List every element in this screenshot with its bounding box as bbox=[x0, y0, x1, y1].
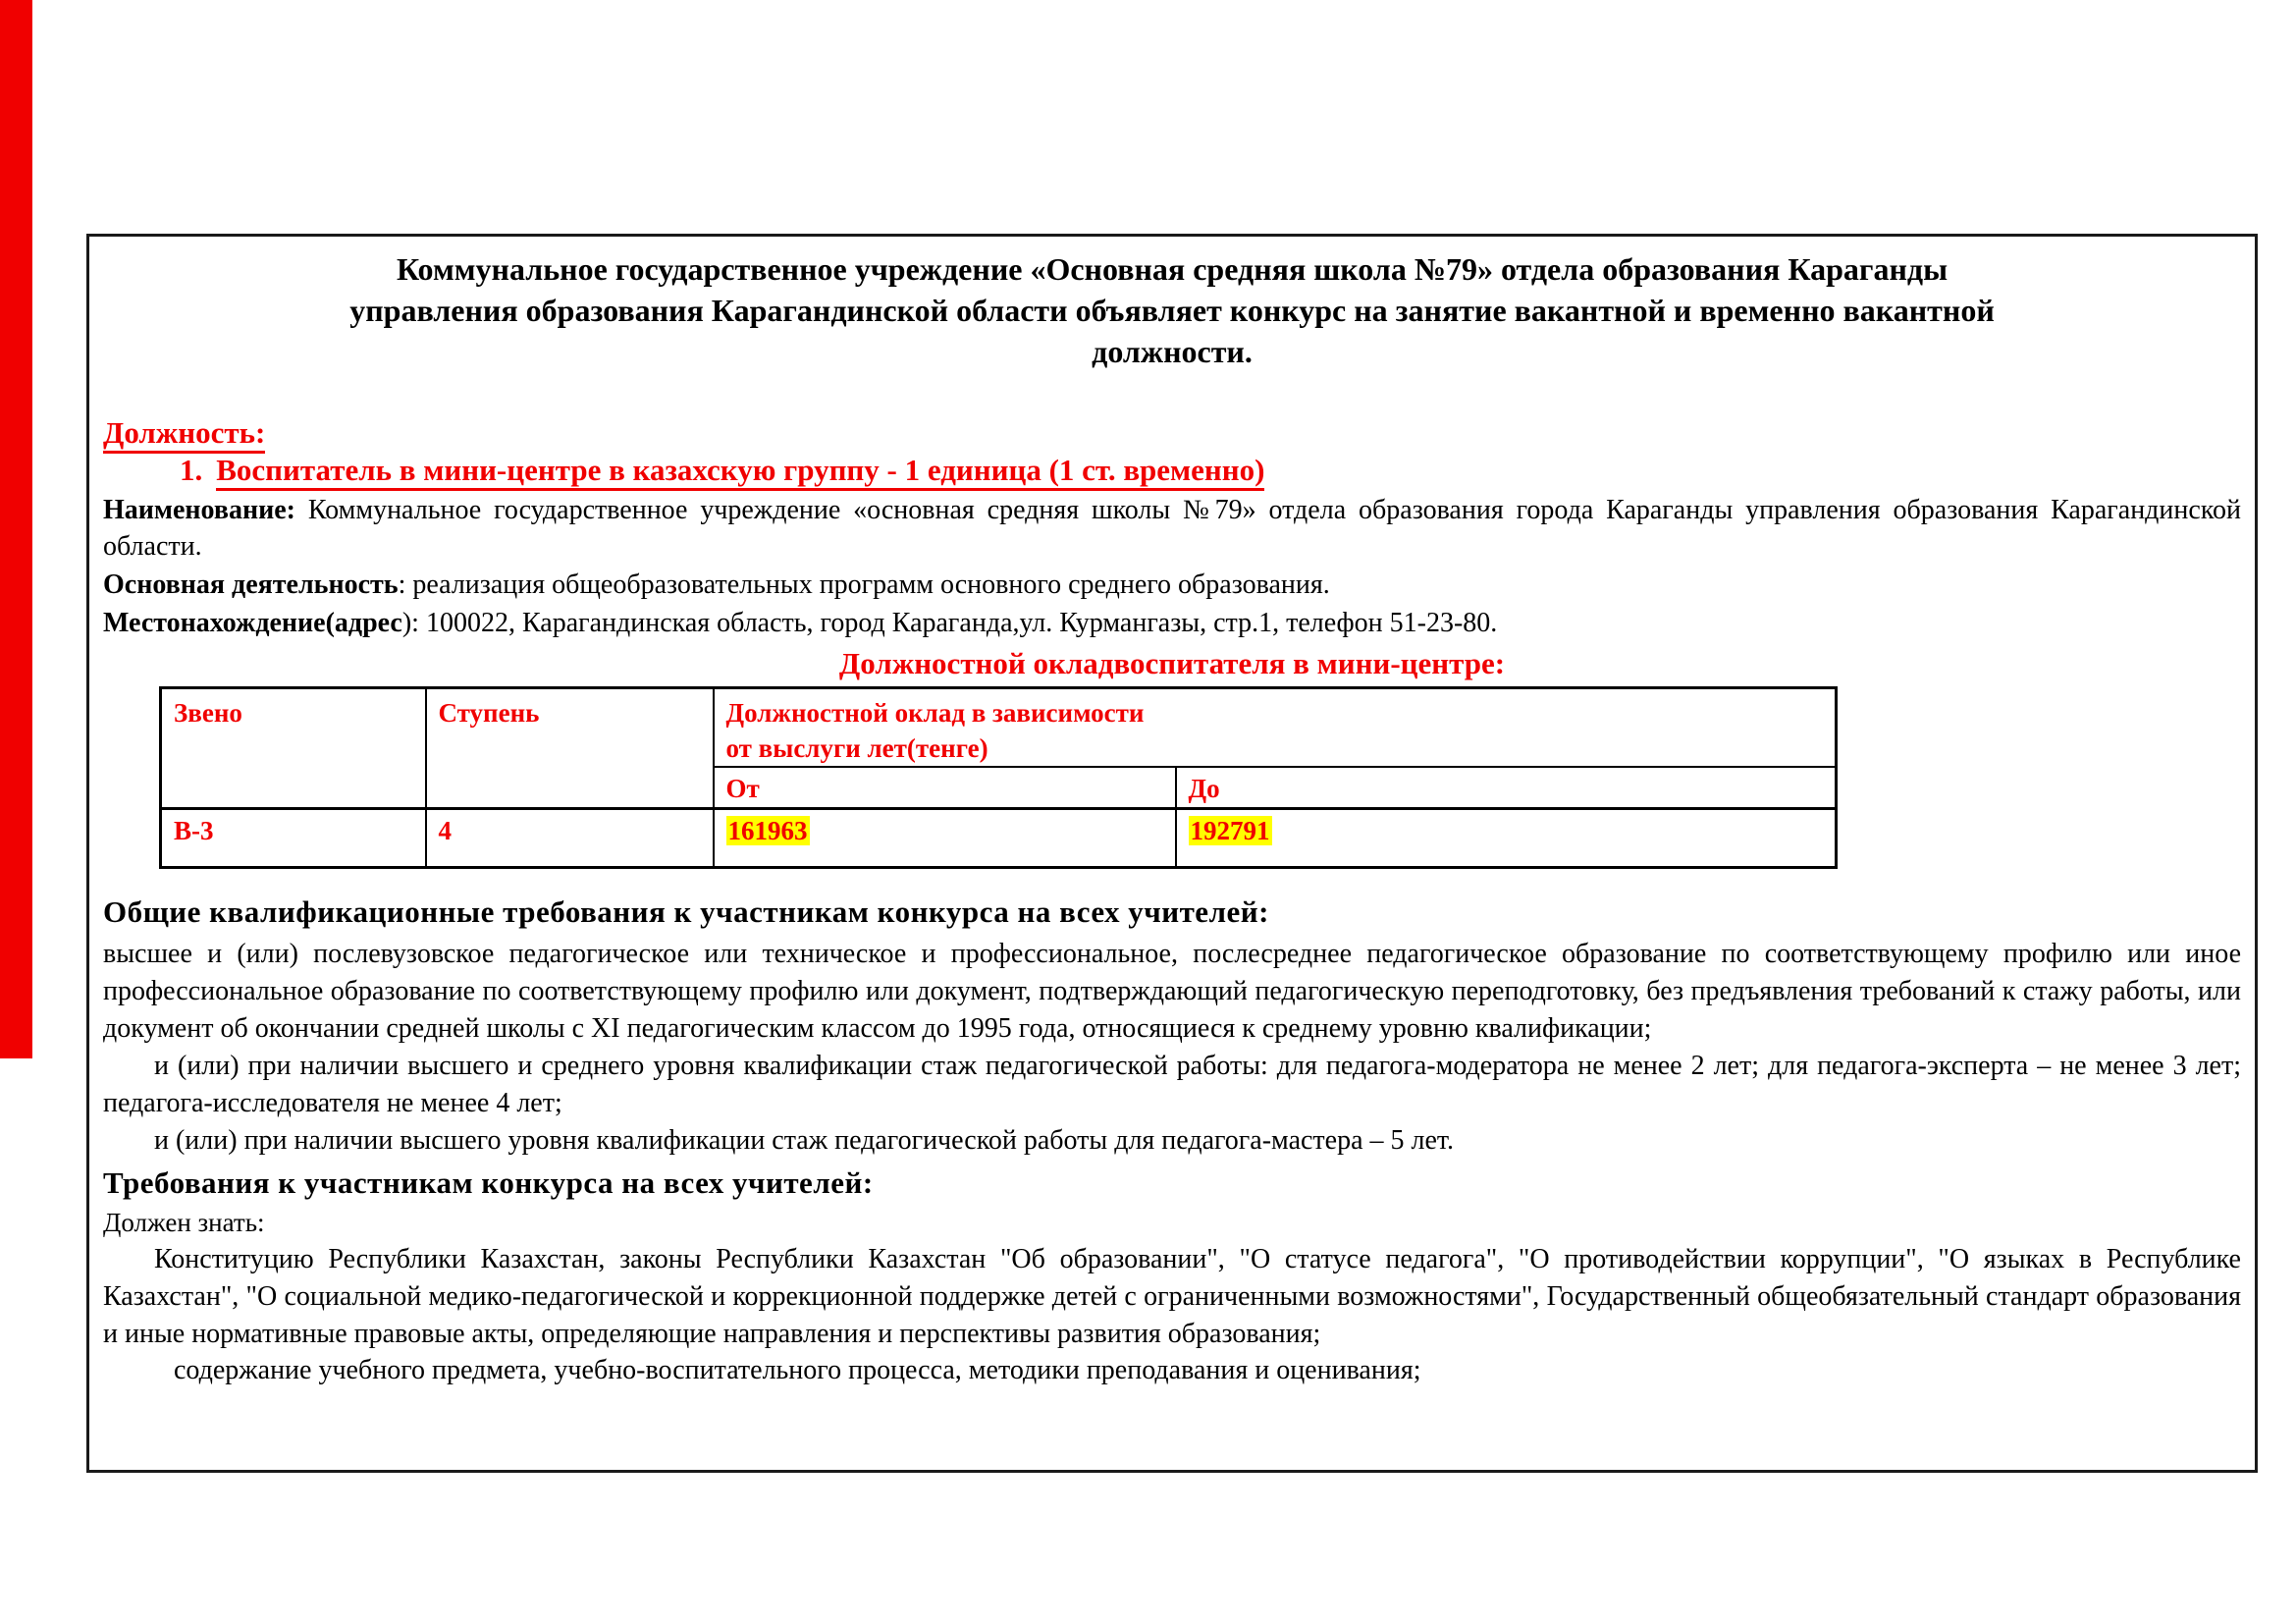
must-know-label: Должен знать: bbox=[103, 1207, 265, 1237]
salary-table bbox=[159, 686, 1838, 869]
requirements-clause-3: и (или) при наличии высшего уровня квалификации стаж педагогической работы для педагога-мастера – 5 лет. bbox=[154, 1124, 1455, 1156]
salary-table-header-row bbox=[161, 688, 1837, 768]
cell-zveno: В-3 bbox=[161, 808, 426, 867]
position-list-item bbox=[103, 453, 2241, 488]
document-title bbox=[103, 248, 2241, 372]
col-header-to: До bbox=[1176, 767, 1837, 808]
teachers-requirements-heading: Требования к участникам конкурса на всех учителей: bbox=[103, 1164, 874, 1200]
subject-content-line: содержание учебного предмета, учебно-воспитательного процесса, методики преподавания и оценивания; bbox=[174, 1354, 1421, 1385]
general-requirements-heading: Общие квалификационные требования к участникам конкурса на всех учителей: bbox=[103, 893, 1269, 929]
must-know-text: Конституцию Республики Казахстан, законы Республики Казахстан "Об образовании", "О статусе педагога", "О противодействии коррупции", "О языках в Республике Казахстан", "О социальной медико-педагогической и коррекционной поддержке детей с ограниченными возможностями", Государственный общеобязательный стандарт образования и иные нормативные правовые акты, определяющие направления и перспективы развития образования; bbox=[103, 1243, 2241, 1349]
title-line-3: должности. bbox=[1092, 334, 1253, 369]
position-item-number: 1. bbox=[180, 453, 203, 487]
cell-salary-to bbox=[1176, 808, 1837, 867]
col-header-from: От bbox=[714, 767, 1176, 808]
detail-activity bbox=[103, 567, 2241, 603]
title-line-2: управления образования Карагандинской области объявляет конкурс на занятие вакантной и временно вакантной bbox=[349, 293, 1995, 328]
general-requirements-text: высшее и (или) послевузовское педагогическое или техническое и профессиональное, послесреднее педагогическое образование по соответствующему профилю или иное профессиональное образование по соответствующему профилю или документ, подтверждающий педагогическую переподготовку, без предъявления требований к стажу работы, или документ об окончании средней школы с XI педагогическим классом до 1995 года, относящиеся к среднему уровню квалификации; bbox=[103, 938, 2241, 1044]
position-item-text: Воспитатель в мини-центре в казахскую группу - 1 единица (1 ст. временно) bbox=[216, 453, 1264, 491]
col-header-stupen: Ступень bbox=[426, 688, 714, 809]
detail-name-label: Наименование: bbox=[103, 495, 295, 525]
position-section-label bbox=[103, 415, 2241, 451]
detail-address-text: ): 100022, Карагандинская область, город Караганда,ул. Курмангазы, стр.1, телефон 51-23-80. bbox=[401, 608, 1498, 638]
col-header-oklad bbox=[714, 688, 1837, 768]
salary-from-highlight: 161963 bbox=[727, 815, 808, 845]
left-red-bar bbox=[0, 0, 32, 1058]
title-line-1: Коммунальное государственное учреждение «Основная средняя школа №79» отдела образования Караганды bbox=[396, 251, 1949, 287]
col-header-oklad-line2: от выслуги лет(тенге) bbox=[725, 733, 988, 763]
col-header-oklad-line1: Должностной оклад в зависимости bbox=[725, 698, 1145, 728]
detail-address-label: Местонахождение(адрес bbox=[103, 608, 402, 638]
detail-name-text: Коммунальное государственное учреждение «основная средняя школы №79» отдела образования города Караганды управления образования Карагандинской области. bbox=[103, 495, 2241, 562]
detail-activity-label: Основная деятельность bbox=[103, 569, 399, 600]
position-label-text: Должность: bbox=[103, 415, 265, 454]
detail-activity-text: : реализация общеобразовательных программ основного среднего образования. bbox=[398, 569, 1330, 600]
salary-to-highlight: 192791 bbox=[1190, 815, 1270, 845]
salary-table-data-row bbox=[161, 808, 1837, 867]
col-header-zveno: Звено bbox=[161, 688, 426, 809]
detail-name bbox=[103, 492, 2241, 565]
cell-stupen: 4 bbox=[426, 808, 714, 867]
salary-heading: Должностной окладвоспитателя в мини-центре: bbox=[838, 646, 1506, 680]
document-frame bbox=[86, 234, 2258, 1473]
detail-address bbox=[103, 605, 2241, 641]
requirements-clause-2: и (или) при наличии высшего и среднего уровня квалификации стаж педагогической работы: для педагога-модератора не менее 2 лет; для педагога-эксперта – не менее 3 лет; педагога-исследователя не менее 4 лет; bbox=[103, 1050, 2241, 1118]
cell-salary-from bbox=[714, 808, 1176, 867]
